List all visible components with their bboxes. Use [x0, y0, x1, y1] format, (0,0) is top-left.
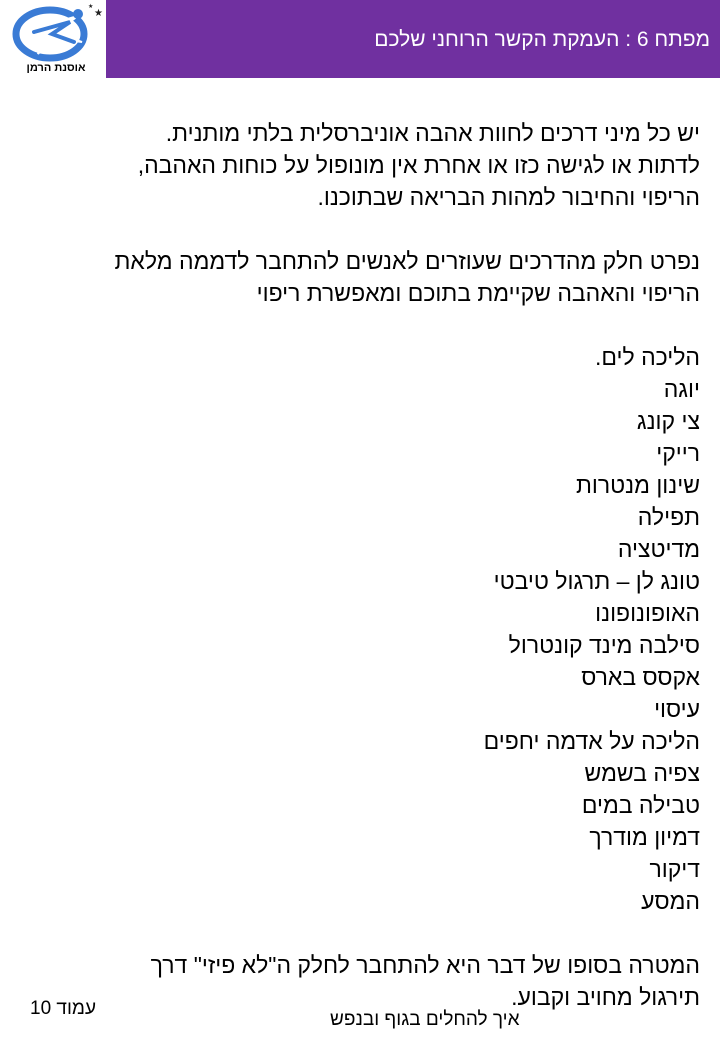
paragraph-1-line-1: יש כל מיני דרכים לחוות אהבה אוניברסלית בלתי מותנית. — [165, 120, 700, 146]
logo-text: אוסנת הרמן — [26, 62, 86, 74]
list-item: טונג לן – תרגול טיבטי — [493, 568, 700, 594]
paragraph-2-line-2: הריפוי והאהבה שקיימת בתוכם ומאפשרת ריפוי — [256, 280, 700, 306]
list-item: עיסוי — [654, 696, 700, 722]
page-title: מפתח 6 : העמקת הקשר הרוחני שלכם — [374, 28, 710, 51]
header-band — [106, 0, 720, 78]
paragraph-3-line-1: המטרה בסופו של דבר היא להתחבר לחלק ה"לא פיזי" דרך — [150, 952, 700, 978]
paragraph-3-line-2: תירגול מחויב וקבוע. — [511, 984, 700, 1010]
list-item: רייקי — [656, 440, 700, 466]
list-item: הליכה לים. — [594, 344, 700, 370]
list-item: אקסס בארס — [581, 664, 700, 690]
svg-text:★: ★ — [88, 3, 94, 10]
main-content — [60, 117, 700, 1013]
list-item: תפילה — [637, 504, 700, 530]
list-item: טבילה במים — [581, 792, 700, 818]
list-item: סילבה מינד קונטרול — [508, 632, 700, 658]
page-number: עמוד 10 — [30, 998, 96, 1019]
paragraph-1-line-2: לדתות או לגישה כזו או אחרת אין מונופול על כוחות האהבה, — [137, 152, 700, 178]
paragraph-2-line-1: נפרט חלק מהדרכים שעוזרים לאנשים להתחבר לדממה מלאת — [114, 248, 700, 274]
paragraph-1-line-3: הריפוי והחיבור למהות הבריאה שבתוכנו. — [317, 184, 700, 210]
list-item: יוגה — [663, 376, 700, 402]
list-item: צי קונג — [636, 408, 700, 434]
list-item: המסע — [641, 888, 700, 914]
list-item: האופונופונו — [595, 600, 700, 626]
list-item: צפיה בשמש — [584, 760, 700, 786]
list-item: דיקור — [649, 856, 700, 882]
list-item: מדיטציה — [617, 536, 700, 562]
logo-figure-icon — [8, 2, 104, 64]
practices-list — [60, 341, 700, 917]
list-item: שינון מנטרות — [576, 472, 700, 498]
logo — [8, 2, 104, 80]
svg-text:★: ★ — [94, 8, 103, 19]
footer-title: איך להחלים בגוף ובנפש — [330, 1009, 520, 1030]
list-item: דמיון מודרך — [589, 824, 700, 850]
list-item: הליכה על אדמה יחפים — [483, 728, 700, 754]
